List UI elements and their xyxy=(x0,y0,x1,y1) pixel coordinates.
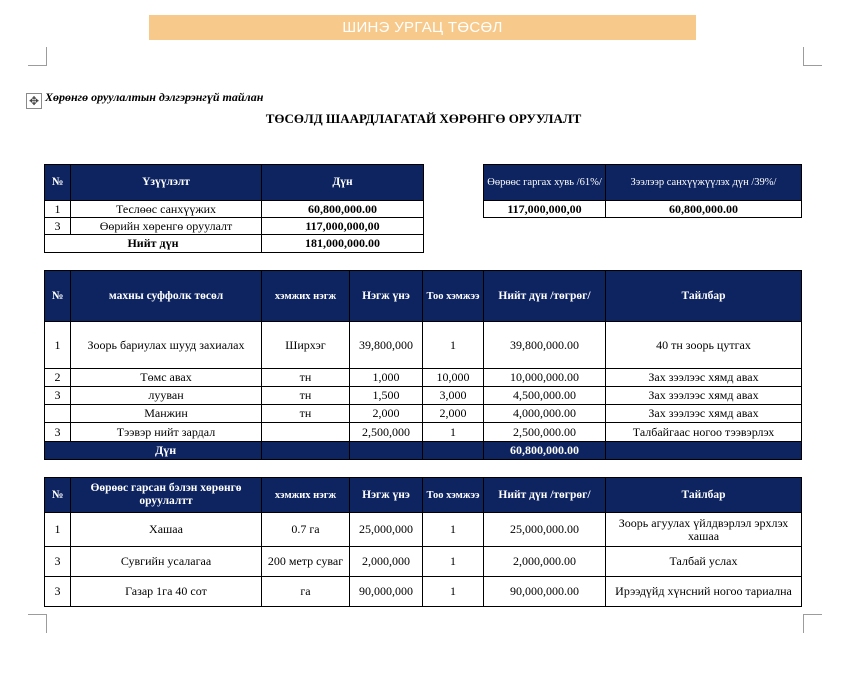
table-row xyxy=(45,547,802,577)
page-title: ТӨСӨЛД ШААРДЛАГАТАЙ ХӨРӨНГӨ ОРУУЛАЛТ xyxy=(265,111,582,126)
cell[interactable]: Теслөөс санхүүжих xyxy=(71,201,262,218)
cell[interactable]: 2 xyxy=(45,369,71,387)
t2-header-unit: хэмжих нэгж xyxy=(262,478,350,513)
cell[interactable]: 25,000,000.00 xyxy=(484,513,606,547)
cell[interactable]: тн xyxy=(262,405,350,423)
cell[interactable]: 4,500,000.00 xyxy=(484,387,606,405)
cell[interactable] xyxy=(350,442,423,460)
cell[interactable] xyxy=(262,442,350,460)
cell[interactable]: 3 xyxy=(45,218,71,235)
table-row xyxy=(45,423,802,442)
table-row xyxy=(45,387,802,405)
cell[interactable]: Зоорь бариулах шууд захиалах xyxy=(71,322,262,369)
cell[interactable] xyxy=(606,442,802,460)
summary-header-indicator: Үзүүлэлт xyxy=(71,165,262,201)
cell[interactable]: Зах зээлээс хямд авах xyxy=(606,405,802,423)
cell[interactable]: Ирээдүйд хүнсний ногоо тариална xyxy=(606,577,802,607)
cell[interactable]: 40 тн зоорь цутгах xyxy=(606,322,802,369)
cell[interactable]: Ширхэг xyxy=(262,322,350,369)
cell[interactable] xyxy=(45,405,71,423)
cell[interactable]: 60,800,000.00 xyxy=(262,201,424,218)
cell[interactable]: 1 xyxy=(45,201,71,218)
table-row xyxy=(45,405,802,423)
t1-header-qty: Тоо хэмжээ xyxy=(423,271,484,322)
ratio-header-own: Өөрөөс гаргах хувь /61%/ xyxy=(484,165,606,201)
cell[interactable]: 2,000 xyxy=(350,405,423,423)
summary-total-label[interactable]: Нийт дүн xyxy=(45,235,262,253)
t1-header-total: Нийт дүн /төгрөг/ xyxy=(484,271,606,322)
t2-header-price: Нэгж үнэ xyxy=(350,478,423,513)
t2-header-no: № xyxy=(45,478,71,513)
cell[interactable]: 3 xyxy=(45,577,71,607)
cell[interactable] xyxy=(262,423,350,442)
table-row xyxy=(45,369,802,387)
cell[interactable]: 1,000 xyxy=(350,369,423,387)
cell[interactable]: 39,800,000.00 xyxy=(484,322,606,369)
t1-header-note: Тайлбар xyxy=(606,271,802,322)
cell[interactable]: 1 xyxy=(423,513,484,547)
t2-header-note: Тайлбар xyxy=(606,478,802,513)
cell[interactable]: 1 xyxy=(45,322,71,369)
crop-mark-top-left xyxy=(28,47,47,66)
summary-total-value[interactable]: 181,000,000.00 xyxy=(262,235,424,253)
summary-header-amount: Дүн xyxy=(262,165,424,201)
t1-header-price: Нэгж үнэ xyxy=(350,271,423,322)
summary-header-no: № xyxy=(45,165,71,201)
table-row xyxy=(45,322,802,369)
t2-header-item: Өөрөөс гарсан бэлэн хөрөнгө оруулалтт xyxy=(71,478,262,513)
summary-table xyxy=(44,164,424,253)
cell[interactable]: Зах зээлээс хямд авах xyxy=(606,369,802,387)
own-investment-table xyxy=(44,477,802,607)
t2-header-qty: Тоо хэмжээ xyxy=(423,478,484,513)
t1-total-value[interactable]: 60,800,000.00 xyxy=(484,442,606,460)
crop-mark-top-right xyxy=(803,47,822,66)
cell[interactable]: 1 xyxy=(423,577,484,607)
project-cost-table xyxy=(44,270,802,460)
table-row xyxy=(45,218,424,235)
cell[interactable]: 90,000,000.00 xyxy=(484,577,606,607)
cell[interactable]: тн xyxy=(262,369,350,387)
move-arrows-icon[interactable]: ✥ xyxy=(26,93,42,109)
report-subtitle: Хөрөнгө оруулалтын дэлгэрэнгүй тайлан xyxy=(45,90,264,104)
cell[interactable]: 2,500,000.00 xyxy=(484,423,606,442)
cell[interactable]: 3 xyxy=(45,423,71,442)
cell[interactable]: Манжин xyxy=(71,405,262,423)
cell[interactable]: лууван xyxy=(71,387,262,405)
cell[interactable]: 39,800,000 xyxy=(350,322,423,369)
cell[interactable]: 10,000,000.00 xyxy=(484,369,606,387)
cell[interactable]: Талбай услах xyxy=(606,547,802,577)
cell[interactable] xyxy=(423,442,484,460)
cell[interactable]: Зах зээлээс хямд авах xyxy=(606,387,802,405)
cell[interactable]: 1 xyxy=(423,322,484,369)
cell[interactable]: 1 xyxy=(423,547,484,577)
cell[interactable]: 2,000,000 xyxy=(350,547,423,577)
summary-total-row xyxy=(45,235,424,253)
cell[interactable]: 60,800,000.00 xyxy=(606,201,802,218)
crop-mark-bottom-left xyxy=(28,614,47,633)
banner-title: ШИНЭ УРГАЦ ТӨСӨЛ xyxy=(149,15,696,40)
cell[interactable]: Төмс авах xyxy=(71,369,262,387)
cell[interactable]: 2,000 xyxy=(423,405,484,423)
table-row xyxy=(45,201,424,218)
cell[interactable]: Өөрийн хөренгө оруулалт xyxy=(71,218,262,235)
cell[interactable]: 3 xyxy=(45,387,71,405)
ratio-header-loan: Зээлээр санхүүжүүлэх дүн /39%/ xyxy=(606,165,802,201)
cell[interactable]: 10,000 xyxy=(423,369,484,387)
cell[interactable]: 1,500 xyxy=(350,387,423,405)
cell[interactable]: Хашаа xyxy=(71,513,262,547)
cell[interactable]: 1 xyxy=(45,513,71,547)
cell[interactable]: 90,000,000 xyxy=(350,577,423,607)
cell[interactable]: 4,000,000.00 xyxy=(484,405,606,423)
cell[interactable]: 200 метр суваг xyxy=(262,547,350,577)
ratio-table xyxy=(483,164,802,218)
table-row xyxy=(45,513,802,547)
cell[interactable]: 117,000,000,00 xyxy=(484,201,606,218)
t1-total-label[interactable]: Дүн xyxy=(45,442,262,460)
cell[interactable]: Газар 1га 40 сот xyxy=(71,577,262,607)
table-row xyxy=(484,201,802,218)
table-row xyxy=(45,577,802,607)
cell[interactable]: Зоорь агуулах үйлдвэрлэл эрхлэх хашаа xyxy=(606,513,802,547)
cell[interactable]: Тээвэр нийт зардал xyxy=(71,423,262,442)
t1-total-row xyxy=(45,442,802,460)
cell[interactable]: тн xyxy=(262,387,350,405)
cell[interactable]: 2,500,000 xyxy=(350,423,423,442)
cell[interactable]: 1 xyxy=(423,423,484,442)
cell[interactable]: 117,000,000,00 xyxy=(262,218,424,235)
t2-header-total: Нийт дүн /төгрөг/ xyxy=(484,478,606,513)
cell[interactable]: га xyxy=(262,577,350,607)
cell[interactable]: Талбайгаас ногоо тээвэрлэх xyxy=(606,423,802,442)
crop-mark-bottom-right xyxy=(803,614,822,633)
cell[interactable]: 2,000,000.00 xyxy=(484,547,606,577)
cell[interactable]: 25,000,000 xyxy=(350,513,423,547)
cell[interactable]: 0.7 га xyxy=(262,513,350,547)
t1-header-item: махны суффолк төсөл xyxy=(71,271,262,322)
cell[interactable]: Сувгийн усалагаа xyxy=(71,547,262,577)
cell[interactable]: 3 xyxy=(45,547,71,577)
t1-header-unit: хэмжих нэгж xyxy=(262,271,350,322)
cell[interactable]: 3,000 xyxy=(423,387,484,405)
t1-header-no: № xyxy=(45,271,71,322)
